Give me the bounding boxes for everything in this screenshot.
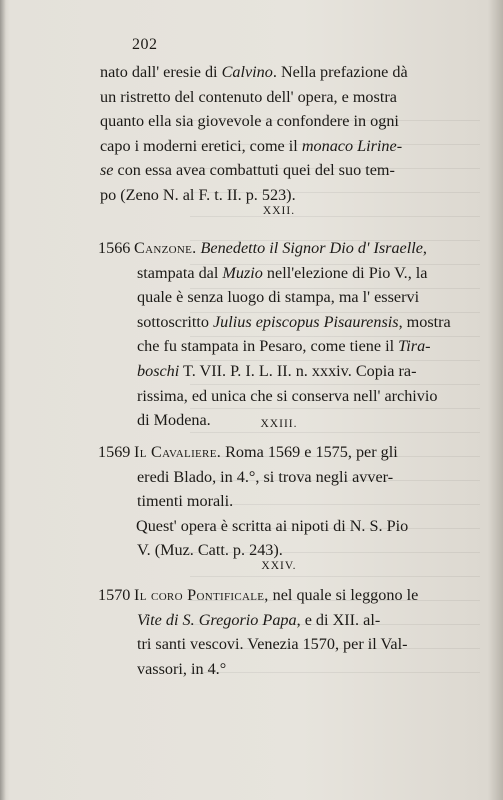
text-line: un ristretto del contenuto dell' opera, e mostra (100, 87, 397, 106)
text-line: se con essa avea combattuti quei del suo tem- (100, 161, 395, 180)
text-line: sottoscritto Julius episcopus Pisaurensis, mostra (137, 312, 451, 331)
text-line: vassori, in 4.° (137, 659, 227, 678)
page-number: 202 (132, 36, 158, 53)
text-line: po (Zeno N. al F. t. II. p. 523). (100, 185, 296, 204)
page-gutter-shadow (0, 0, 6, 800)
entry-first-line: 1569 Il Cavaliere. Roma 1569 e 1575, per gli (98, 440, 460, 465)
text-line: rissima, ed unica che si conserva nell' archivio (137, 386, 438, 405)
text-line: boschi T. VII. P. I. L. II. n. xxxiv. Copia ra- (137, 361, 417, 380)
text-line: quanto ella sia giovevole a confondere in ogni (100, 112, 399, 131)
text-line: quale è senza luogo di stampa, ma l' esservi (137, 288, 420, 307)
text-line: Vite di S. Gregorio Papa, e di XII. al- (137, 610, 381, 629)
entry-title: Canzone. (134, 239, 197, 257)
text-line: che fu stampata in Pesaro, come tiene il Tira- (137, 337, 431, 356)
text-line: eredi Blado, in 4.°, si trova negli avver- (137, 467, 394, 486)
text-line: Quest' opera è scritta ai nipoti di N. S. Pio (136, 516, 409, 535)
text-line: timenti morali. (137, 492, 234, 511)
bibliography-entry (100, 236, 460, 433)
text-line: stampata dal Muzio nell'elezione di Pio V., la (137, 263, 428, 282)
text-line: tri santi vescovi. Venezia 1570, per il Val- (137, 635, 408, 654)
entry-year: 1570 (98, 586, 131, 604)
entry-first-line: 1566 Canzone. Benedetto il Signor Dio d' Israelle, (98, 236, 460, 261)
text-line: di Modena. (137, 411, 211, 430)
entry-year: 1569 (98, 443, 131, 461)
entry-title: Il coro Pontificale, (134, 586, 269, 604)
text-line: capo i moderni eretici, come il monaco Lirine- (100, 136, 403, 155)
text-line: V. (Muz. Catt. p. 243). (137, 541, 283, 560)
continuation-paragraph (100, 60, 458, 208)
bibliography-entry (100, 583, 460, 681)
section-number: XXIV. (261, 560, 297, 572)
entry-first-line: 1570 Il coro Pontificale, nel quale si leggono le (98, 583, 460, 608)
bibliography-entry (100, 440, 460, 563)
entry-year: 1566 (98, 239, 131, 257)
entry-title: Il Cavaliere. (134, 443, 222, 461)
section-number: XXII. (262, 205, 296, 217)
section-number: XXIII. (260, 418, 298, 430)
text-line: nato dall' eresie di Calvino. Nella prefazione dà (100, 63, 408, 81)
